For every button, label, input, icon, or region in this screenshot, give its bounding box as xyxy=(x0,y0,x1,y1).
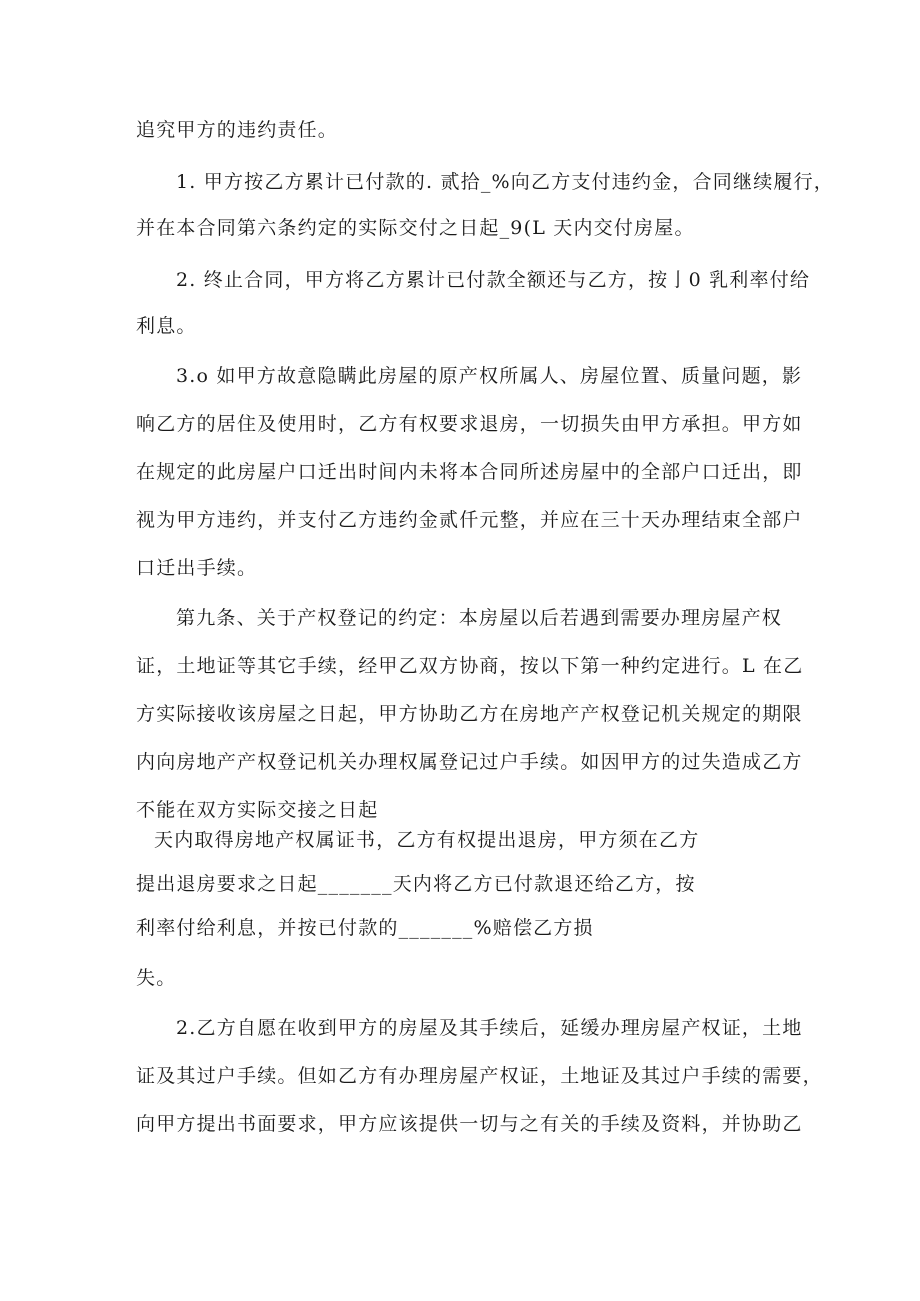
text-line-2: 1. 甲方按乙方累计已付款的. 贰拾_%向乙方支付违约金，合同继续履行， xyxy=(176,171,835,193)
text-line-13: 方实际接收该房屋之日起，甲方协助乙方在房地产产权登记机关规定的期限 xyxy=(136,703,803,725)
text-line-11: 第九条、关于产权登记的约定：本房屋以后若遇到需要办理房屋产权 xyxy=(176,607,783,629)
text-line-14: 内向房地产产权登记机关办理权属登记过户手续。如因甲方的过失造成乙方 xyxy=(136,751,803,773)
text-line-9: 视为甲方违约，并支付乙方违约金贰仟元整，并应在三十天办理结束全部户 xyxy=(136,509,803,531)
text-line-5: 利息。 xyxy=(136,315,197,337)
text-line-4: 2. 终止合同，甲方将乙方累计已付款全额还与乙方，按亅0 乳利率付给 xyxy=(176,269,811,291)
text-line-22: 向甲方提出书面要求，甲方应该提供一切与之有关的手续及资料，并协助乙 xyxy=(136,1113,803,1135)
text-line-16: 天内取得房地产权属证书，乙方有权提出退房，甲方须在乙方 xyxy=(154,829,700,851)
text-line-21: 证及其过户手续。但如乙方有办理房屋产权证，土地证及其过户手续的需要， xyxy=(136,1065,823,1087)
text-line-7: 响乙方的居住及使用时，乙方有权要求退房，一切损失由甲方承担。甲方如 xyxy=(136,413,803,435)
text-line-6: 3.o 如甲方故意隐瞒此房屋的原产权所属人、房屋位置、质量问题，影 xyxy=(176,365,803,387)
text-line-1: 追究甲方的违约责任。 xyxy=(136,119,339,141)
text-line-17: 提出退房要求之日起_______天内将乙方已付款退还给乙方，按 xyxy=(136,873,696,895)
text-line-15: 不能在双方实际交接之日起 xyxy=(136,799,379,821)
text-line-18: 利率付给利息，并按已付款的_______%赔偿乙方损 xyxy=(136,917,594,939)
text-line-20: 2.乙方自愿在收到甲方的房屋及其手续后，延缓办理房屋产权证，土地 xyxy=(176,1017,803,1039)
text-line-19: 失。 xyxy=(136,967,177,989)
text-line-8: 在规定的此房屋户口迁出时间内未将本合同所述房屋中的全部户口迁出，即 xyxy=(136,461,803,483)
text-line-10: 口迁出手续。 xyxy=(136,557,258,579)
text-line-12: 证，土地证等其它手续，经甲乙双方协商，按以下第一种约定进行。L 在乙 xyxy=(136,655,804,677)
text-line-3: 并在本合同第六条约定的实际交付之日起_9(L 天内交付房屋。 xyxy=(136,217,695,239)
